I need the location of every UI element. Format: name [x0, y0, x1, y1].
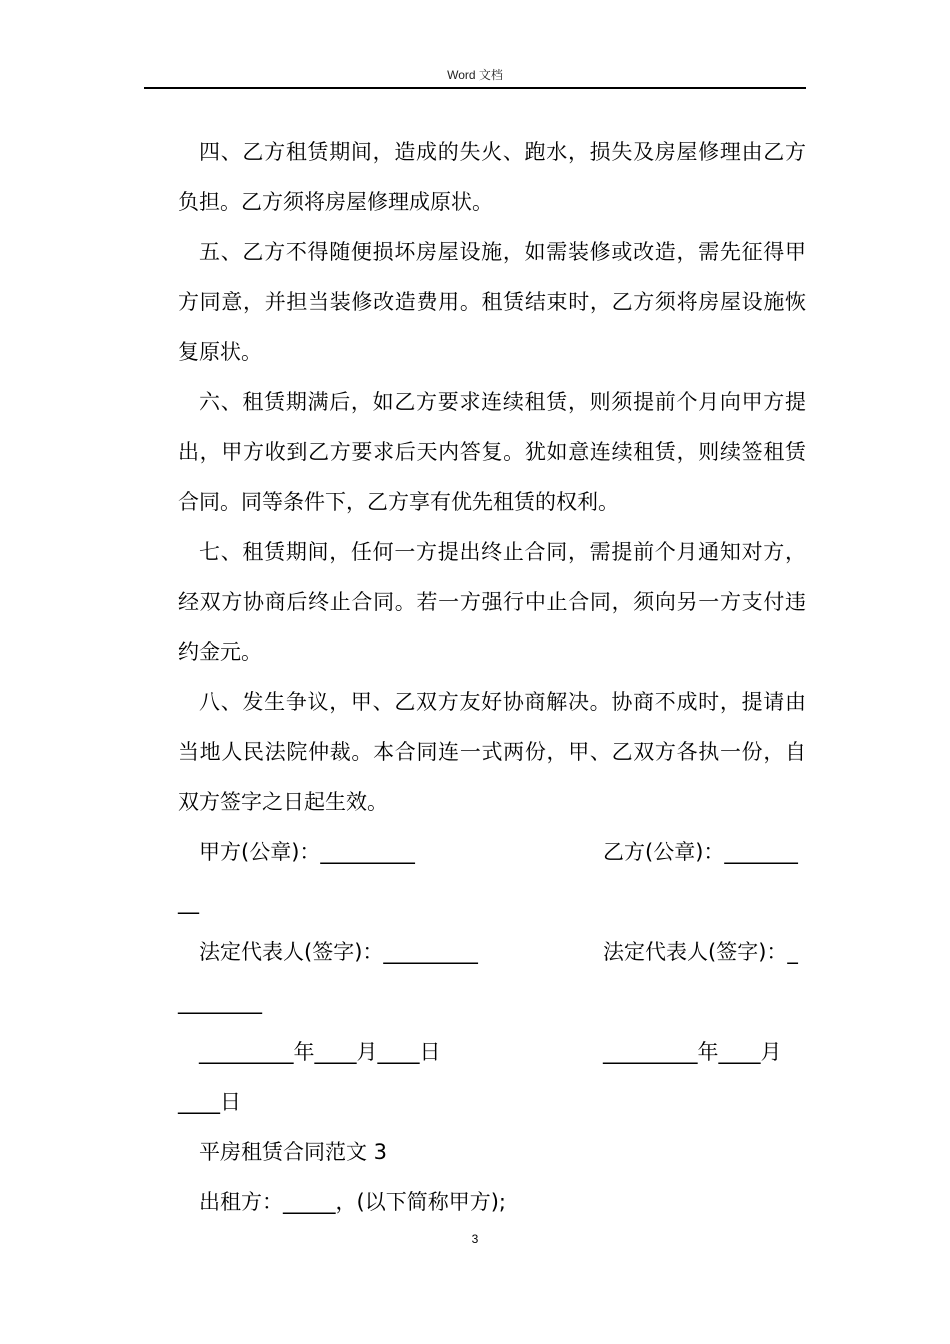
clause-7: 七、租赁期间，任何一方提出终止合同，需提前个月通知对方，经双方协商后终止合同。若一方强行中止合同，须向另一方支付违约金元。 [178, 540, 806, 664]
clause-6: 六、租赁期满后，如乙方要求连续租赁，则须提前个月向甲方提出，甲方收到乙方要求后天内答复。犹如意连续租赁，则续签租赁合同。同等条件下，乙方享有优先租赁的权利。 [178, 390, 806, 514]
document-body [178, 127, 806, 1227]
lessor-line: 出租方：_____，(以下简称甲方); [199, 1190, 506, 1214]
representative-line [178, 927, 806, 977]
date-b-continuation: ____日 [178, 1090, 241, 1114]
party-b-seal: 乙方(公章)：_______ [603, 840, 798, 864]
date-a: _________年____月____日 [199, 1040, 441, 1064]
date-b: _________年____月 [603, 1040, 782, 1064]
page-header: Word 文档 [447, 68, 503, 82]
representative-b: 法定代表人(签字)：_ [603, 940, 798, 964]
party-a-seal: 甲方(公章)：_________ [199, 840, 415, 864]
seal-line [178, 827, 806, 877]
representative-b-continuation: ________ [178, 990, 262, 1014]
clause-4: 四、乙方租赁期间，造成的失火、跑水，损失及房屋修理由乙方负担。乙方须将房屋修理成原状。 [178, 140, 806, 214]
date-line [178, 1027, 806, 1077]
page-number: 3 [471, 1232, 479, 1246]
clause-5: 五、乙方不得随便损坏房屋设施，如需装修或改造，需先征得甲方同意，并担当装修改造费用。租赁结束时，乙方须将房屋设施恢复原状。 [178, 240, 806, 364]
clause-8: 八、发生争议，甲、乙双方友好协商解决。协商不成时，提请由当地人民法院仲裁。本合同连一式两份，甲、乙双方各执一份，自双方签字之日起生效。 [178, 690, 806, 814]
header-rule [144, 87, 806, 89]
section-title: 平房租赁合同范文 3 [199, 1140, 388, 1164]
representative-a: 法定代表人(签字)：_________ [199, 940, 478, 964]
party-b-seal-continuation: __ [178, 890, 199, 914]
